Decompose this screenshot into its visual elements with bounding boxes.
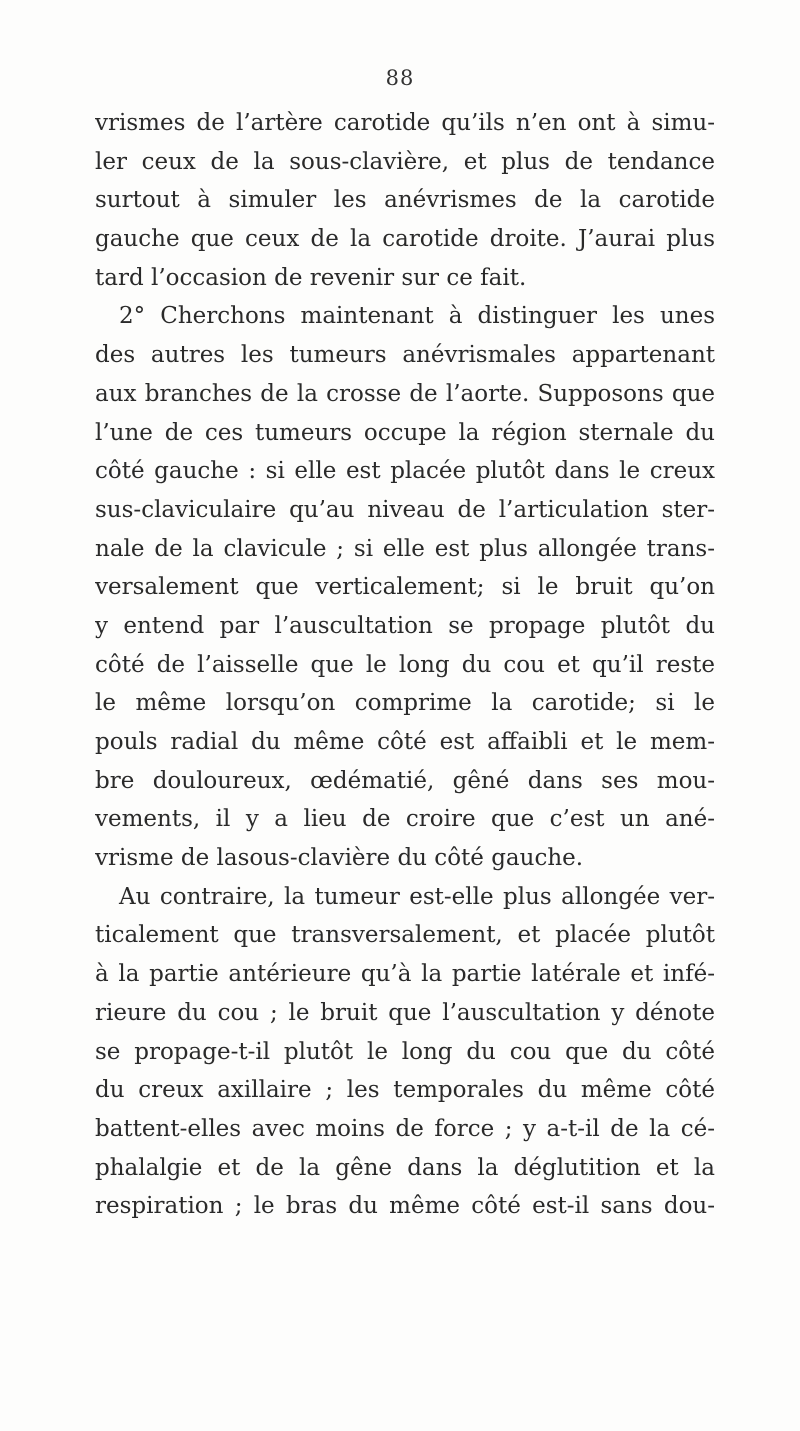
text-line: bre douloureux, œdématié, gêné dans ses mou-: [95, 767, 715, 794]
text-line: côté de l’aisselle que le long du cou et qu’il reste: [95, 651, 715, 678]
text-line: vrisme de lasous-clavière du côté gauche.: [95, 845, 584, 872]
text-line: l’une de ces tumeurs occupe la région sternale du: [95, 419, 715, 446]
text-line: vements, il y a lieu de croire que c’est un ané-: [95, 806, 715, 833]
text-line: phalalgie et de la gêne dans la déglutition et la: [95, 1154, 715, 1181]
text-line: aux branches de la crosse de l’aorte. Supposons que: [95, 380, 715, 407]
text-line: battent-elles avec moins de force ; y a-t-il de la cé-: [95, 1115, 715, 1142]
text-line: y entend par l’auscultation se propage plutôt du: [95, 612, 715, 639]
text-line: versalement que verticalement; si le bruit qu’on: [95, 574, 715, 601]
text-line: des autres les tumeurs anévrismales appartenant: [95, 342, 715, 369]
text-line: côté gauche : si elle est placée plutôt dans le creux: [95, 458, 715, 485]
text-line: vrismes de l’artère carotide qu’ils n’en ont à simu-: [95, 110, 715, 136]
text-line: nale de la clavicule ; si elle est plus allongée trans-: [95, 535, 715, 562]
text-line: pouls radial du même côté est affaibli et le mem-: [95, 729, 715, 755]
text-line: ticalement que transversalement, et placée plutôt: [95, 922, 715, 949]
text-line: à la partie antérieure qu’à la partie latérale et infé-: [95, 961, 715, 988]
text-line: rieure du cou ; le bruit que l’auscultation y dénote: [95, 999, 715, 1026]
text-line: respiration ; le bras du même côté est-il sans dou-: [95, 1193, 715, 1220]
text-line: gauche que ceux de la carotide droite. J’aurai plus: [95, 226, 715, 253]
text-line: se propage-t-il plutôt le long du cou que du côté: [95, 1038, 715, 1065]
text-line: du creux axillaire ; les temporales du même côté: [95, 1077, 715, 1104]
text-line: Au contraire, la tumeur est-elle plus allongée ver-: [119, 883, 715, 910]
text-line: ler ceux de la sous-clavière, et plus de tendance: [95, 148, 715, 175]
text-line: surtout à simuler les anévrismes de la carotide: [95, 187, 715, 214]
text-line: le même lorsqu’on comprime la carotide; si le: [95, 690, 715, 717]
page-number: 88: [385, 66, 415, 90]
text-line: sus-claviculaire qu’au niveau de l’articulation ster-: [95, 496, 715, 523]
text-line: 2° Cherchons maintenant à distinguer les unes: [119, 303, 715, 330]
body-text: [95, 104, 715, 1226]
text-line: tard l’occasion de revenir sur ce fait.: [95, 264, 527, 291]
